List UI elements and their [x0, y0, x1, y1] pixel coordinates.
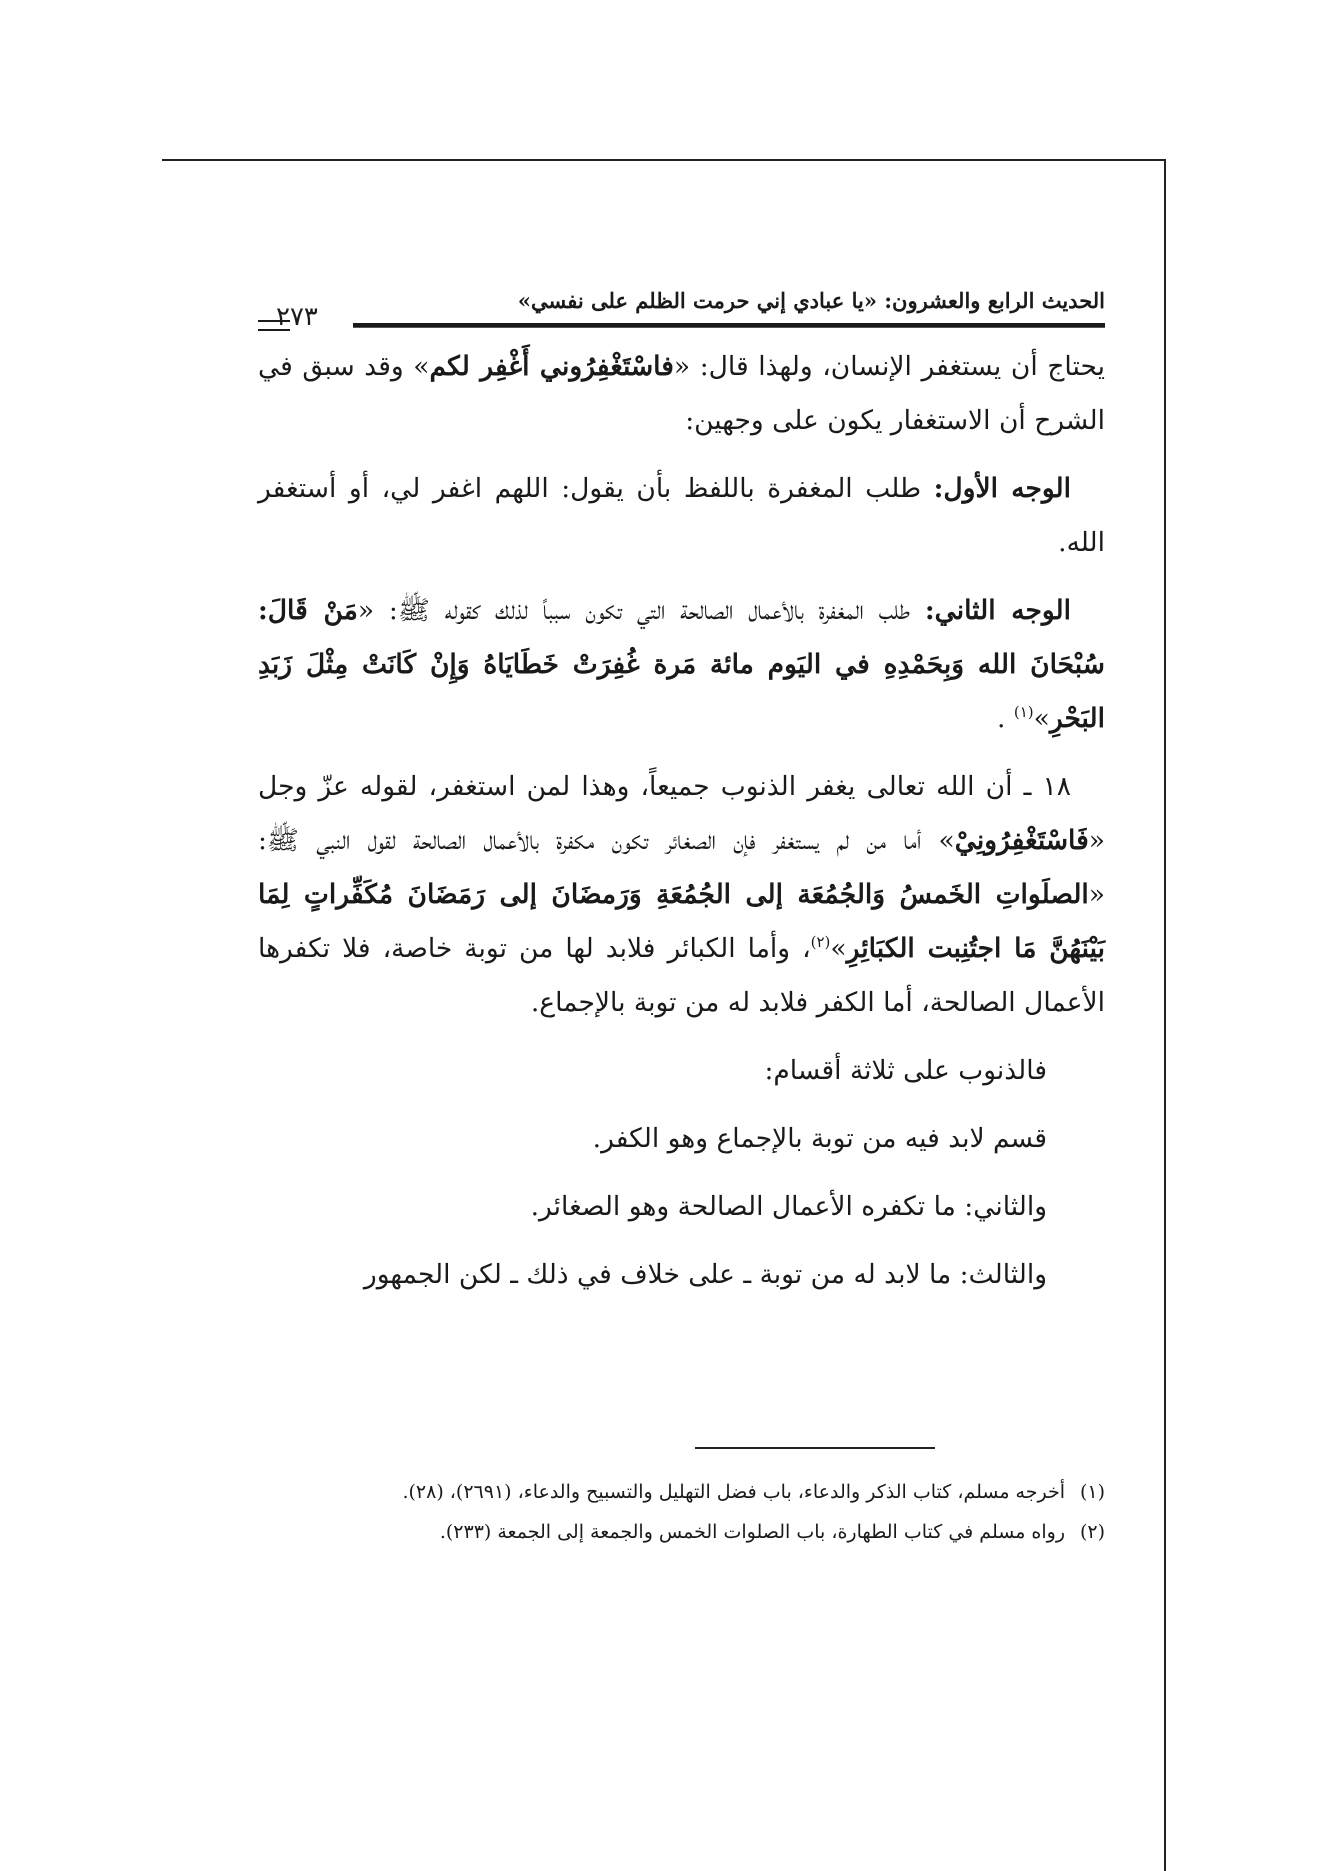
page-number: ٢٧٣	[276, 302, 318, 332]
footnote-number: (٢)	[1079, 1521, 1105, 1543]
hadith-subhanallah: مَنْ قَالَ: سُبْحَانَ الله وَبِحَمْدِهِ في اليَوم مائة مَرة غُفِرَتْ خَطَايَاهُ وَإِنْ كَانَتْ مِثْلَ زَبَدِ البَحْرِ	[258, 595, 1105, 734]
footnote-1	[240, 1476, 1105, 1508]
paragraph-first-way: الوجه الأول: طلب المغفرة باللفظ بأن يقول: اللهم اغفر لي، أو أستغفر الله.	[258, 473, 1105, 558]
paragraph-1: يحتاج أن يستغفر الإنسان، ولهذا قال: «فاسْتَغْفِرُوني أَغْفِر لكم» وقد سبق في الشرح أن الاستغفار يكون على وجهين:	[258, 351, 1105, 436]
footnote-text: رواه مسلم في كتاب الطهارة، باب الصلوات الخمس والجمعة إلى الجمعة (٢٣٣).	[439, 1521, 1065, 1543]
quote-fastaghfiruni: فَاسْتَغْفِرُونِيْ	[954, 825, 1089, 856]
first-way-label: الوجه الأول:	[933, 473, 1071, 504]
paragraph-three-categories: فالذنوب على ثلاثة أقسام:	[764, 1055, 1047, 1086]
page-frame-right-rule	[1164, 159, 1166, 1871]
footnote-ref-2: (٢)	[810, 933, 831, 952]
footnote-number: (١)	[1079, 1481, 1105, 1503]
page-number-mark	[258, 320, 290, 331]
footnotes	[240, 1476, 1105, 1556]
footnote-divider	[695, 1447, 935, 1449]
paragraph-category-one: قسم لابد فيه من توبة بالإجماع وهو الكفر.	[592, 1123, 1047, 1154]
paragraph-second-way: الوجه الثاني: طلب المغفرة بالأعمال الصالحة التي تكون سبباً لذلك كقوله ﷺ: «مَنْ قَالَ: سُبْحَانَ الله وَبِحَمْدِهِ في اليَوم مائة مَرة غُفِرَتْ خَطَايَاهُ وَإِنْ كَانَتْ مِثْلَ زَبَدِ البَحْرِ»$^{(١)}$ .	[258, 595, 1105, 734]
paragraph-category-three: والثالث: ما لابد له من توبة ـ على خلاف في ذلك ـ لكن الجمهور	[363, 1259, 1047, 1290]
page-content	[258, 288, 1105, 1302]
page-frame-top-rule	[162, 159, 1165, 161]
running-header	[258, 288, 1105, 340]
second-way-label: الوجه الثاني:	[924, 595, 1071, 626]
paragraph-category-two: والثاني: ما تكفره الأعمال الصالحة وهو الصغائر.	[530, 1191, 1047, 1222]
hadith-salawat: الصلَواتِ الخَمسُ وَالجُمُعَة إلى الجُمُعَةِ وَرَمضَانَ إلى رَمَضَانَ مُكَفِّراتٍ لِمَا بَيْنَهُنَّ مَا اجتُنِبت الكبَائِرِ	[258, 879, 1105, 964]
paragraph-18: ١٨ ـ أن الله تعالى يغفر الذنوب جميعاً، وهذا لمن استغفر، لقوله عزّ وجل «فَاسْتَغْفِرُونِيْ» أما من لم يستغفر فإن الصغائر تكون مكفرة بالأعمال الصالحة لقول النبي ﷺ: «الصلَواتِ الخَمسُ وَالجُمُعَة إلى الجُمُعَةِ وَرَمضَانَ إلى رَمَضَانَ مُكَفِّراتٍ لِمَا بَيْنَهُنَّ مَا اجتُنِبت الكبَائِرِ»$^{(٢)}$، وأما الكبائر فلابد لها من توبة خاصة، فلا تكفرها الأعمال الصالحة، أما الكفر فلابد له من توبة بالإجماع.	[258, 771, 1105, 1018]
quote-istighfar: فاسْتَغْفِرُوني أَغْفِر لكم	[429, 351, 674, 382]
footnote-2	[240, 1516, 1105, 1548]
running-header-title: الحديث الرابع والعشرون: «يا عبادي إني حرمت الظلم على نفسي»	[517, 288, 1105, 313]
footnote-ref-1: (١)	[1013, 703, 1034, 722]
footnote-text: أخرجه مسلم، كتاب الذكر والدعاء، باب فضل التهليل والتسبيح والدعاء، (٢٦٩١)، (٢٨).	[402, 1481, 1065, 1503]
header-rule	[353, 323, 1105, 328]
